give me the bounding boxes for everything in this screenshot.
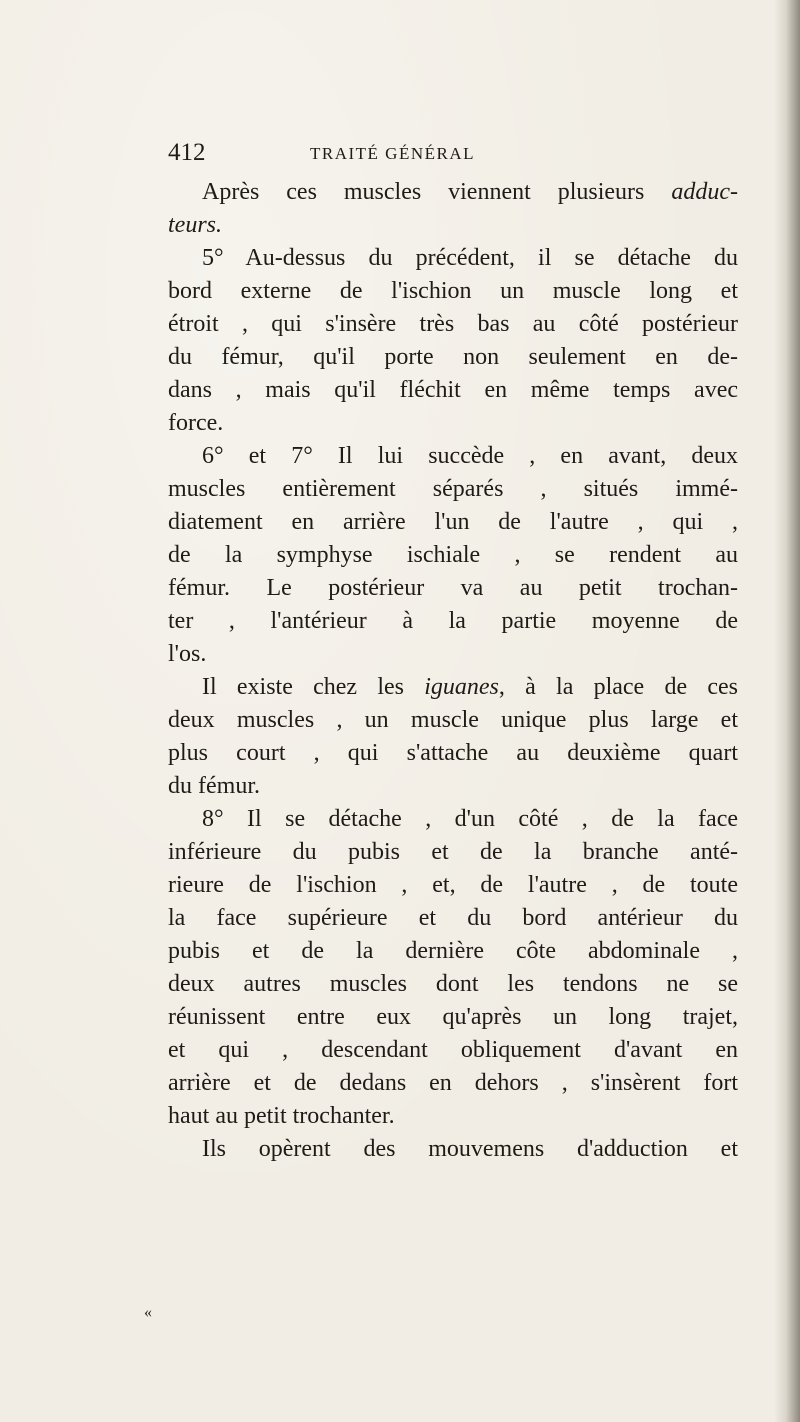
text-line: deux autres muscles dont les tendons ne se [168, 971, 738, 997]
text-line: plus court , qui s'attache au deuxième quart [168, 740, 738, 766]
text-line: haut au petit trochanter. [168, 1103, 395, 1129]
text-line: 5° Au-dessus du précédent, il se détache du [202, 245, 738, 271]
page-header [168, 138, 588, 168]
text-line: Il existe chez les iguanes, à la place de ces [202, 674, 738, 700]
text-line: force. [168, 410, 224, 436]
text-line: et qui , descendant obliquement d'avant en [168, 1037, 738, 1063]
text-line: inférieure du pubis et de la branche anté- [168, 839, 738, 865]
text-line: bord externe de l'ischion un muscle long et [168, 278, 738, 304]
text-line: fémur. Le postérieur va au petit trochan- [168, 575, 738, 601]
text-line: teurs. [168, 212, 222, 238]
text-line: l'os. [168, 641, 207, 667]
page-edge-shadow [774, 0, 800, 1422]
text-line: étroit , qui s'insère très bas au côté postérieur [168, 311, 738, 337]
text-line: rieure de l'ischion , et, de l'autre , de toute [168, 872, 738, 898]
running-title: TRAITÉ GÉNÉRAL [310, 144, 476, 163]
text-line: de la symphyse ischiale , se rendent au [168, 542, 738, 568]
text-line: ter , l'antérieur à la partie moyenne de [168, 608, 738, 634]
text-line: dans , mais qu'il fléchit en même temps avec [168, 377, 738, 403]
page-number: 412 [168, 139, 206, 166]
text-line: deux muscles , un muscle unique plus large et [168, 707, 738, 733]
text-line: réunissent entre eux qu'après un long trajet, [168, 1004, 738, 1030]
text-line: 8° Il se détache , d'un côté , de la face [202, 806, 738, 832]
text-line: du fémur. [168, 773, 260, 799]
text-line: arrière et de dedans en dehors , s'insèrent fort [168, 1070, 738, 1096]
stray-mark: « [144, 1304, 152, 1321]
text-line: diatement en arrière l'un de l'autre , qui , [168, 509, 738, 535]
text-line: la face supérieure et du bord antérieur du [168, 905, 738, 931]
text-line: pubis et de la dernière côte abdominale , [168, 938, 738, 964]
text-line: 6° et 7° Il lui succède , en avant, deux [202, 443, 738, 469]
text-line: Ils opèrent des mouvemens d'adduction et [202, 1136, 738, 1162]
text-line: Après ces muscles viennent plusieurs adduc- [202, 179, 738, 205]
text-line: muscles entièrement séparés , situés immé- [168, 476, 738, 502]
text-line: du fémur, qu'il porte non seulement en de- [168, 344, 738, 370]
